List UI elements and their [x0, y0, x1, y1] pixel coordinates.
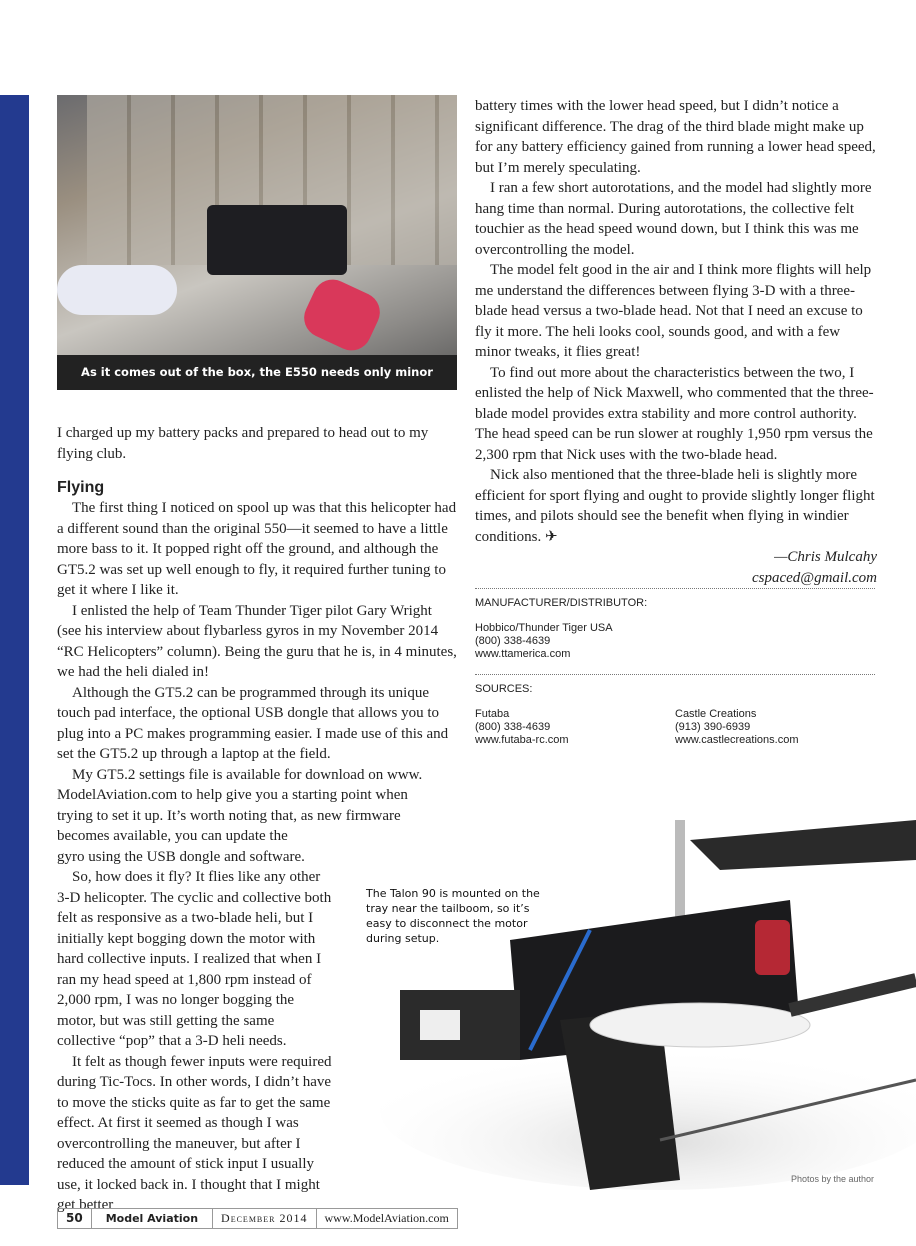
red-part: [298, 273, 387, 357]
divider: [475, 588, 875, 589]
intro-paragraph: I charged up my battery packs and prepared to head out to my flying club.: [57, 425, 429, 462]
end-mark-icon: ✈: [545, 528, 558, 545]
main-gear: [590, 1003, 810, 1047]
paragraph-text: Nick also mentioned that the three-blade heli is slightly more efficient for sport flying and ought to provide slightly longer flight times, and pilots should see the benefit when flying in windier conditions.: [475, 467, 875, 545]
red-motor: [755, 920, 790, 975]
issue-date: December 2014: [213, 1209, 316, 1228]
manufacturer-name: Hobbico/Thunder Tiger USA: [475, 622, 613, 634]
paragraph: I ran a few short autorotations, and the model had slightly more hang time than normal. During autorotations, the collective felt touchier as the head speed wound down, but I think this was me overcontrolling the model.: [475, 180, 872, 258]
paragraph: To find out more about the characteristics between the two, I enlisted the help of Nick Maxwell, who commented that the three-blade model provides extra stability and more control authority. The head speed can be run slower at roughly 1,950 rpm versus the 2,300 rpm that Nick uses with the two-blade head.: [475, 364, 874, 463]
paragraph: battery times with the lower head speed, but I didn’t notice a significant difference. The drag of the third blade might make up for any battery efficiency gained from running a lower head speed, but I’m merely speculating.: [475, 98, 876, 176]
source-name: Castle Creations: [675, 708, 757, 720]
kit-unboxing-photo: [57, 95, 457, 414]
divider: [475, 674, 875, 675]
source-phone: (913) 390-6939: [675, 721, 751, 733]
paragraph: The model felt good in the air and I think more flights will help me understand the differences between flying 3-D with a three-blade head versus a two-blade head. Not that I need an excuse to fly it more. The heli looks cool, sounds good, and with a few minor tweaks, it flies great!: [475, 262, 872, 360]
rotor-blade: [690, 820, 916, 870]
blue-side-bar: [0, 95, 29, 1185]
section-heading: Flying: [57, 479, 105, 496]
manufacturer-url[interactable]: www.ttamerica.com: [475, 648, 571, 660]
website-url[interactable]: www.ModelAviation.com: [324, 1211, 449, 1225]
sources-box: [475, 674, 875, 747]
paragraph: So, how does it fly? It flies like any other 3-D helicopter. The cyclic and collective both felt as responsive as a two-blade heli, but I initially kept bogging down the motor with hard collective inputs. I realized that when I ran my head speed at 1,800 rpm instead of 2,000 rpm, I was no longer bogging the motor, but was still getting the same collective “pop” that a 3-D heli needs.: [57, 869, 332, 1049]
source-name: Futaba: [475, 708, 510, 720]
manufacturer-phone: (800) 338-4639: [475, 635, 551, 647]
source-phone: (800) 338-4639: [475, 721, 551, 733]
paragraph: I enlisted the help of Team Thunder Tiger pilot Gary Wright (see his interview about flybarless gyros in my November 2014 “RC Helicopters” column). Being the guru that he is, in 4 minutes, we had the heli dialed in!: [57, 602, 457, 680]
source-item: [675, 708, 875, 747]
manufacturer-heading: MANUFACTURER/DISTRIBUTOR:: [475, 597, 648, 609]
canopy: [57, 265, 177, 315]
receiver: [420, 1010, 460, 1040]
photo-caption: The Talon 90 is mounted on the tray near the tailboom, so it’s easy to disconnect the motor during setup.: [366, 887, 540, 945]
page-footer: [57, 1208, 458, 1229]
paragraph: [475, 465, 877, 547]
paragraph: Although the GT5.2 can be programmed through its unique touch pad interface, the optional USB dongle that allows you to plug into a PC makes programming easier. I made use of this and set the GT5.2 up through a laptop at the field.: [57, 684, 449, 762]
paragraph: My GT5.2 settings file is available for download on www. ModelAviation.com to help give you a starting point when trying to set it up. It’s worth noting that, as new firmware becomes available, you can update the: [57, 766, 423, 844]
tailboom: [790, 980, 916, 1010]
paragraph: The first thing I noticed on spool up was that this helicopter had a different sound than the original 550—it seemed to have a little more bass to it. It popped right off the ground, and although the GT5.2 was set up well enough to fly, it required further tuning to get it where I like it.: [57, 500, 457, 598]
helicopter-closeup-photo: [360, 820, 916, 1200]
manufacturer-box: [475, 588, 875, 661]
source-url[interactable]: www.castlecreations.com: [675, 734, 799, 746]
paragraph: gyro using the USB dongle and software.: [57, 848, 305, 865]
source-item: [475, 708, 675, 747]
author-name: —Chris Mulcahy: [774, 549, 877, 565]
page-number: 50: [58, 1209, 92, 1228]
author-email: cspaced@gmail.com: [751, 569, 877, 586]
source-url[interactable]: www.futaba-rc.com: [475, 734, 569, 746]
photo-credit: Photos by the author: [790, 1174, 874, 1184]
helicopter-frame: [207, 205, 347, 275]
right-column: [475, 96, 877, 588]
sources-heading: SOURCES:: [475, 683, 533, 695]
photo-caption: As it comes out of the box, the E550 needs only minor assembly.: [57, 355, 457, 390]
magazine-name: Model Aviation: [92, 1209, 213, 1228]
paragraph: It felt as though fewer inputs were required during Tic-Tocs. In other words, I didn’t have to move the sticks quite as far to get the same effect. At first it seemed as though I was overcontrolling the maneuver, but after I reduced the amount of stick input I usually use, it locked back in. I thought that I might get better: [57, 1053, 332, 1213]
